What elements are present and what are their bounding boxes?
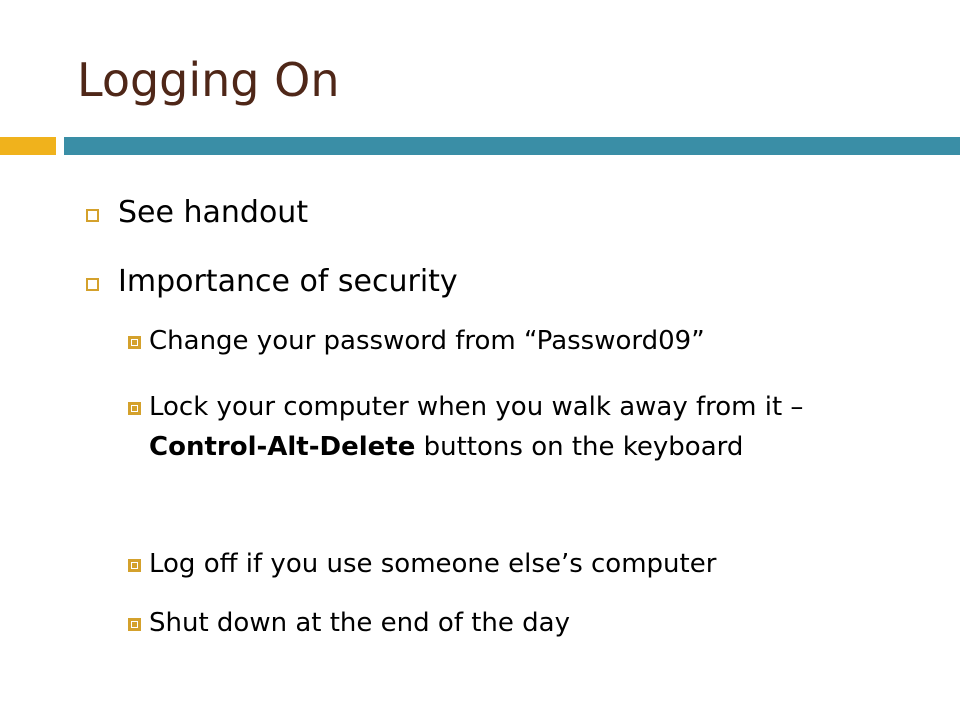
filled-square-bullet-icon <box>128 618 141 631</box>
slide-title: Logging On <box>77 53 340 107</box>
bullet-item-importance-of-security <box>86 262 906 302</box>
sub-bullet-item-shut-down <box>128 603 878 643</box>
bullet-item-see-handout <box>86 193 906 233</box>
filled-square-bullet-icon <box>128 402 141 415</box>
bullet-text: Importance of security <box>118 264 458 299</box>
sub-bullet-text: Log off if you use someone else’s computer <box>149 549 717 579</box>
sub-bullet-text-part: Lock your computer when you walk away from it – <box>149 392 804 422</box>
hollow-square-bullet-icon <box>86 209 99 222</box>
hollow-square-bullet-icon <box>86 278 99 291</box>
sub-bullet-item-lock-computer <box>128 387 878 467</box>
sub-bullet-text: Change your password from “Password09” <box>149 326 705 356</box>
sub-bullet-item-log-off <box>128 544 878 584</box>
sub-bullet-item-change-password <box>128 321 878 361</box>
sub-bullet-text-part: buttons on the keyboard <box>415 432 744 462</box>
sub-bullet-text: Shut down at the end of the day <box>149 608 570 638</box>
keyboard-shortcut-text: Control-Alt-Delete <box>149 432 416 462</box>
sub-bullet-text <box>128 387 878 467</box>
filled-square-bullet-icon <box>128 559 141 572</box>
filled-square-bullet-icon <box>128 336 141 349</box>
bullet-text: See handout <box>118 195 309 230</box>
